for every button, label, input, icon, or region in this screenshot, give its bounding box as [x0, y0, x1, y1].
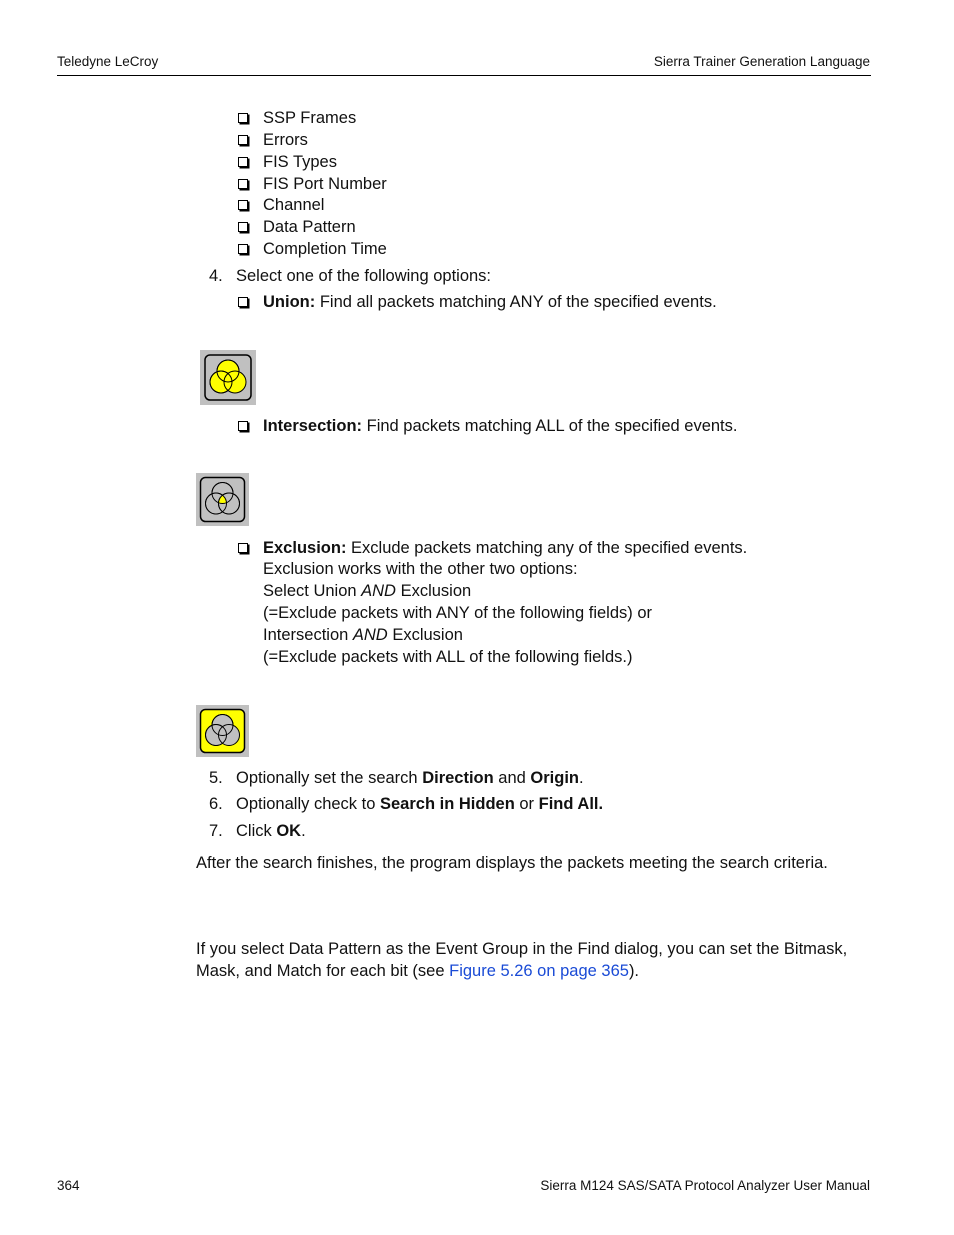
exclusion-line-part: Exclusion	[395, 582, 472, 600]
step-part: Optionally set the search	[236, 769, 423, 787]
exclusion-venn-icon	[196, 705, 249, 757]
list-item: Errors	[263, 131, 308, 149]
step-part: or	[514, 795, 539, 813]
intersection-option	[263, 415, 737, 437]
after-search-paragraph: After the search finishes, the program displays the packets meeting the search criteria.	[196, 854, 828, 872]
exclusion-label: Exclusion:	[263, 539, 347, 557]
list-item: Channel	[263, 196, 325, 214]
step-bold: Find All.	[538, 795, 604, 813]
exclusion-line	[263, 580, 471, 602]
paragraph-part: Mask, and Match for each bit (see	[196, 962, 450, 980]
step-part: .	[301, 822, 306, 840]
exclusion-line-part: Exclusion	[387, 626, 463, 644]
figure-link[interactable]: Figure 5.26 on page 365	[449, 962, 629, 980]
checkbox-bullet	[238, 135, 248, 145]
data-pattern-paragraph	[196, 960, 639, 982]
step-part: Click	[236, 822, 277, 840]
list-item: Completion Time	[263, 240, 387, 258]
exclusion-line-italic: AND	[361, 582, 396, 600]
exclusion-line-part: Select Union	[263, 582, 362, 600]
exclusion-line-part: Intersection	[263, 626, 353, 644]
checkbox-bullet	[238, 244, 248, 254]
step-part: Optionally check to	[236, 795, 380, 813]
exclusion-option	[263, 537, 747, 559]
union-venn-icon	[200, 350, 256, 405]
checkbox-bullet	[238, 157, 248, 167]
exclusion-line: Exclusion works with the other two options:	[263, 560, 578, 578]
header-right: Sierra Trainer Generation Language	[653, 54, 870, 69]
footer-title: Sierra M124 SAS/SATA Protocol Analyzer User Manual	[540, 1178, 870, 1193]
paragraph-part: ).	[628, 962, 640, 980]
step-bold: Search in Hidden	[380, 795, 515, 813]
step-text	[236, 793, 603, 815]
step-bold: Origin	[530, 769, 579, 787]
step-bold: OK	[276, 822, 302, 840]
step-number: 7.	[209, 822, 223, 840]
intersection-label: Intersection:	[263, 417, 363, 435]
step-number: 5.	[209, 769, 223, 787]
step-bold: Direction	[422, 769, 494, 787]
exclusion-line: (=Exclude packets with ANY of the following fields) or	[263, 604, 653, 622]
checkbox-bullet	[238, 113, 248, 123]
checkbox-bullet	[238, 222, 248, 232]
step-text	[236, 767, 584, 789]
list-item: SSP Frames	[263, 109, 357, 127]
list-item: FIS Types	[263, 153, 337, 171]
checkbox-bullet	[238, 297, 248, 307]
list-item: FIS Port Number	[263, 175, 387, 193]
union-text: Find all packets matching ANY of the specified events.	[315, 293, 717, 311]
step-text	[236, 820, 306, 842]
step-text: Select one of the following options:	[236, 267, 492, 285]
union-option	[263, 291, 717, 313]
step-number: 6.	[209, 795, 223, 813]
intersection-text: Find packets matching ALL of the specified events.	[362, 417, 738, 435]
list-item: Data Pattern	[263, 218, 356, 236]
header-left: Teledyne LeCroy	[57, 54, 159, 69]
step-part: .	[579, 769, 584, 787]
checkbox-bullet	[238, 200, 248, 210]
exclusion-line-italic: AND	[352, 626, 388, 644]
step-number: 4.	[209, 267, 223, 285]
exclusion-text: Exclude packets matching any of the specified events.	[346, 539, 748, 557]
header-rule	[57, 75, 871, 76]
intersection-venn-icon	[196, 473, 249, 526]
checkbox-bullet	[238, 543, 248, 553]
page-number: 364	[57, 1178, 80, 1193]
step-part: and	[493, 769, 531, 787]
union-label: Union:	[263, 293, 316, 311]
exclusion-line: (=Exclude packets with ALL of the following fields.)	[263, 648, 633, 666]
checkbox-bullet	[238, 421, 248, 431]
exclusion-line	[263, 624, 463, 646]
checkbox-bullet	[238, 179, 248, 189]
data-pattern-paragraph: If you select Data Pattern as the Event Group in the Find dialog, you can set the Bitmask,	[196, 940, 848, 958]
